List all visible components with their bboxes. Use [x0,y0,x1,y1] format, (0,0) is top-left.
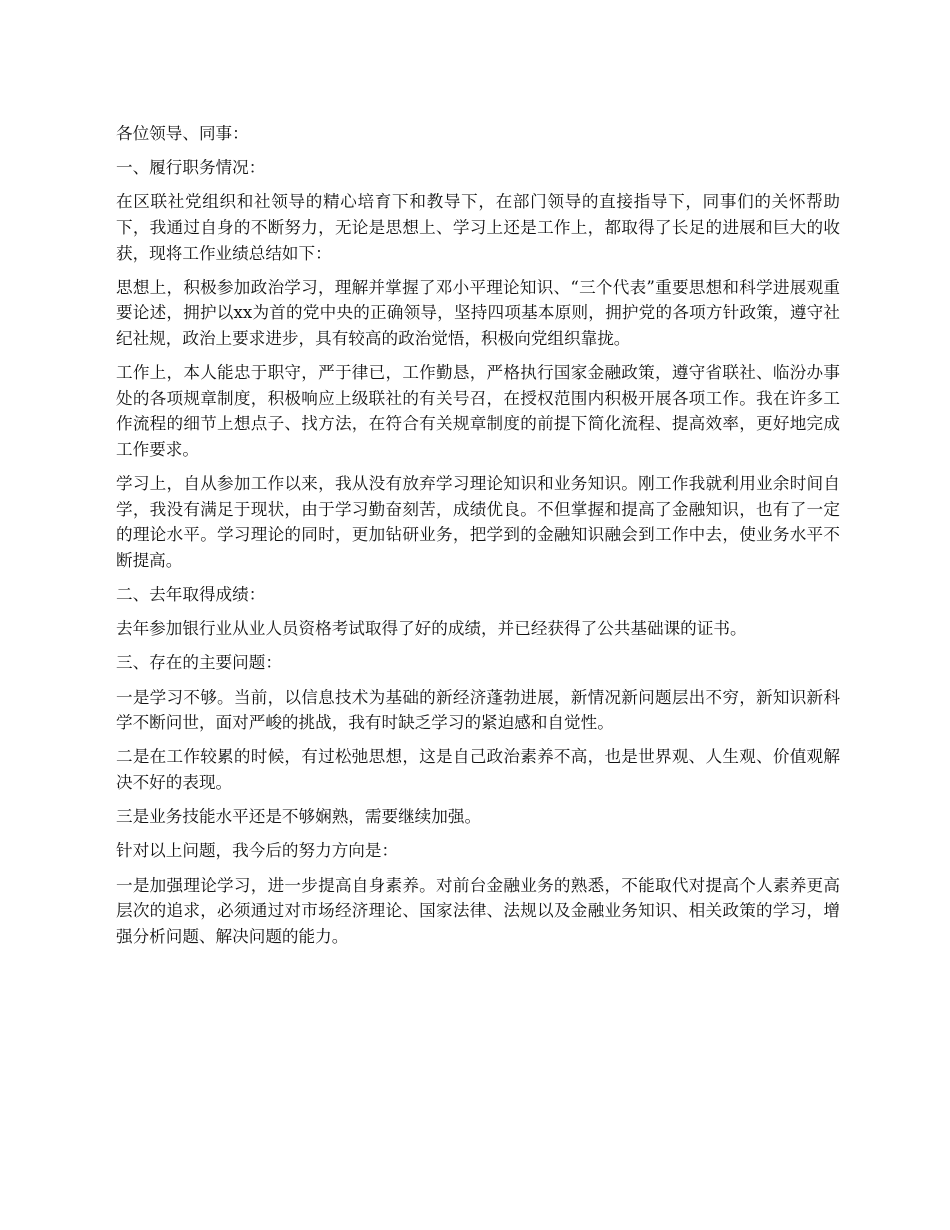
paragraph-intro: 在区联社党组织和社领导的精心培育下和教导下，在部门领导的直接指导下，同事们的关怀帮助下，我通过自身的不断努力，无论是思想上、学习上还是工作上，都取得了长足的进展和巨大的收获，现将工作业绩总结如下： [116,192,840,263]
paragraph-thought: 思想上，积极参加政治学习，理解并掌握了邓小平理论知识、“三个代表”重要思想和科学进展观重要论述，拥护以xx为首的党中央的正确领导，坚持四项基本原则，拥护党的各项方针政策，遵守社纪社规，政治上要求进步，具有较高的政治觉悟，积极向党组织靠拢。 [116,277,840,348]
section-heading-achievements: 二、去年取得成绩： [116,585,266,605]
paragraph-direction-1: 一是加强理论学习，进一步提高自身素养。对前台金融业务的熟悉，不能取代对提高个人素养更高层次的追求，必须通过对市场经济理论、国家法律、法规以及金融业务知识、相关政策的学习，增强分析问题、解决问题的能力。 [116,875,840,946]
section-heading-problems: 三、存在的主要问题： [116,653,282,673]
paragraph-problem-3: 三是业务技能水平还是不够娴熟，需要继续加强。 [116,807,482,827]
paragraph-problem-2: 二是在工作较累的时候，有过松弛思想，这是自己政治素养不高，也是世界观、人生观、价值观解决不好的表现。 [116,747,840,792]
paragraph-study: 学习上，自从参加工作以来，我从没有放弃学习理论知识和业务知识。刚工作我就利用业余时间自学，我没有满足于现状，由于学习勤奋刻苦，成绩优良。不但掌握和提高了金融知识，也有了一定的理论水平。学习理论的同时，更加钻研业务，把学到的金融知识融会到工作中去，使业务水平不断提高。 [116,474,840,570]
paragraph-problem-1: 一是学习不够。当前，以信息技术为基础的新经济蓬勃进展，新情况新问题层出不穷，新知识新科学不断问世，面对严峻的挑战，我有时缺乏学习的紧迫感和自觉性。 [116,687,840,733]
document-body [116,121,840,958]
paragraph-achievement: 去年参加银行业从业人员资格考试取得了好的成绩，并已经获得了公共基础课的证书。 [116,619,747,639]
salutation: 各位领导、同事： [116,124,249,143]
paragraph-work: 工作上，本人能忠于职守，严于律已，工作勤恳，严格执行国家金融政策，遵守省联社、临汾办事处的各项规章制度，积极响应上级联社的有关号召，在授权范围内积极开展各项工作。我在许多工作流程的细节上想点子、找方法，在符合有关规章制度的前提下简化流程、提高效率，更好地完成工作要求。 [116,363,840,459]
paragraph-direction-intro: 针对以上问题，我今后的努力方向是： [116,841,399,861]
section-heading-duties: 一、履行职务情况： [116,158,266,178]
